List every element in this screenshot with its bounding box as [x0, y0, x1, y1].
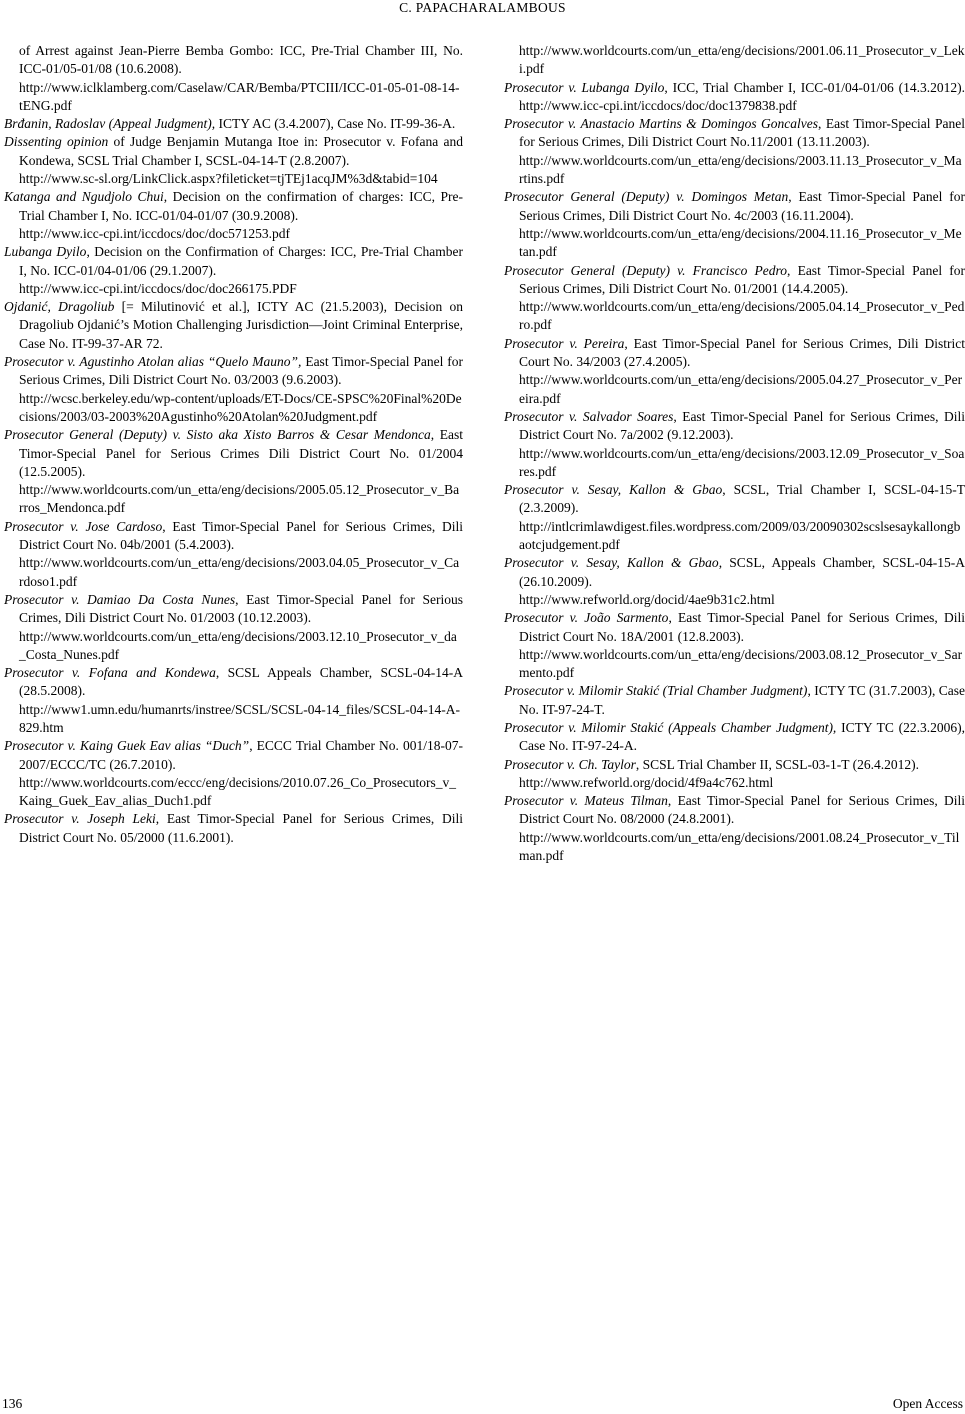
reference-entry: [4, 810, 463, 847]
reference-url[interactable]: http://www1.umn.edu/humanrts/instree/SCSL/SCSL-04-14_files/SCSL-04-14-A-829.htm: [19, 701, 460, 735]
reference-entry: [4, 188, 463, 243]
reference-details: , East Timor-Special Panel for Serious Crimes, Dili District Court No.11/2001 (13.11.2003).: [519, 116, 965, 150]
reference-entry: [504, 481, 965, 554]
reference-url[interactable]: http://www.icc-cpi.int/iccdocs/doc/doc571253.pdf: [19, 225, 290, 241]
reference-details: , SCSL Appeals Chamber, SCSL-04-14-A (28.5.2008).: [19, 665, 463, 699]
reference-details: of Judge Benjamin Mutanga Itoe in: Prosecutor v. Fofana and Kondewa, SCSL Trial Chamber I, SCSL-04-14-T (2.8.2007).: [19, 134, 463, 168]
reference-details: , East Timor-Special Panel for Serious Crimes, Dili District Court No. 05/2000 (11.6.2001).: [19, 811, 463, 845]
reference-entry: [504, 115, 965, 188]
reference-url[interactable]: http://www.worldcourts.com/un_etta/eng/decisions/2003.12.09_Prosecutor_v_Soares.pdf: [519, 445, 965, 479]
reference-url[interactable]: http://www.sc-sl.org/LinkClick.aspx?fileticket=tjTEj1acqJM%3d&tabid=104: [19, 171, 438, 187]
case-name: Prosecutor General (Deputy) v. Francisco Pedro: [504, 262, 788, 278]
reference-entry: [504, 792, 965, 865]
running-head: C. PAPACHARALAMBOUS: [399, 0, 566, 15]
reference-url[interactable]: http://www.worldcourts.com/un_etta/eng/decisions/2005.05.12_Prosecutor_v_Barros_Mendonca.pdf: [19, 482, 460, 516]
reference-url[interactable]: http://www.worldcourts.com/un_etta/eng/decisions/2003.12.10_Prosecutor_v_da_Costa_Nunes.pdf: [19, 628, 457, 662]
journal-label: Open Access: [892, 1396, 963, 1411]
reference-entry: [4, 664, 463, 737]
reference-details: , East Timor-Special Panel for Serious Crimes, Dili District Court No. 04b/2001 (5.4.2003).: [19, 518, 463, 553]
reference-details: ICTY AC (3.4.2007), Case No. IT-99-36-A.: [215, 116, 456, 132]
reference-entry: [4, 518, 463, 591]
reference-details: of Arrest against Jean-Pierre Bemba Gombo: ICC, Pre-Trial Chamber III, No. ICC-01/05-01/08 (10.6.2008).: [19, 43, 463, 77]
case-name: Prosecutor v. Pereira: [504, 335, 625, 351]
reference-entry: [4, 737, 463, 810]
case-name: Prosecutor v. Jose Cardoso: [4, 518, 163, 534]
reference-entry: [504, 719, 965, 756]
reference-details: , East Timor-Special Panel for Serious Crimes, Dili District Court No. 7a/2002 (9.12.2003).: [519, 408, 965, 443]
reference-details: , East Timor-Special Panel for Serious Crimes Dili District Court No. 01/2004 (12.5.2005).: [19, 427, 463, 479]
case-name: Prosecutor v. Fofana and Kondewa: [4, 665, 216, 681]
case-name: Prosecutor v. Sesay, Kallon & Gbao: [504, 482, 723, 498]
reference-entry: [4, 243, 463, 298]
reference-entry: [4, 133, 463, 188]
reference-details: , SCSL, Appeals Chamber, SCSL-04-15-A (26.10.2009).: [519, 555, 965, 589]
reference-details: , SCSL Trial Chamber II, SCSL-03-1-T (26.4.2012).: [635, 756, 920, 772]
reference-url[interactable]: http://www.worldcourts.com/un_etta/eng/decisions/2003.08.12_Prosecutor_v_Sarmento.pdf: [519, 646, 963, 681]
case-name: Katanga and Ngudjolo Chui: [4, 189, 164, 205]
case-name: Prosecutor v. Salvador Soares: [504, 408, 674, 424]
case-name: Prosecutor v. Joseph Leki: [4, 811, 156, 827]
case-name: Prosecutor General (Deputy) v. Sisto aka Xisto Barros & Cesar Mendonca: [4, 427, 431, 443]
case-name: Prosecutor v. Lubanga Dyilo: [504, 79, 665, 95]
reference-details: , ICTY TC (31.7.2003), Case No. IT-97-24-T.: [519, 683, 965, 717]
reference-url[interactable]: http://www.worldcourts.com/un_etta/eng/decisions/2001.08.24_Prosecutor_v_Tilman.pdf: [519, 829, 960, 864]
reference-entry: [4, 298, 463, 353]
case-name: Prosecutor v. Agustinho Atolan alias “Quelo Mauno”,: [4, 354, 302, 370]
reference-entry: [4, 426, 463, 517]
case-name: Dissenting opinion: [4, 134, 109, 150]
reference-details: , East Timor-Special Panel for Serious Crimes, Dili District Court No. 34/2003 (27.4.2005).: [519, 335, 965, 370]
page-number: 136: [2, 1396, 23, 1411]
case-name: Ojdanić, Dragoliub: [4, 299, 115, 315]
reference-details: , East Timor-Special Panel for Serious Crimes, Dili District Court No. 08/2000 (24.8.2001).: [519, 793, 965, 827]
reference-entry: [4, 353, 463, 426]
references-left-column: [4, 42, 463, 847]
case-name: Prosecutor v. Ch. Taylor: [504, 756, 636, 772]
case-name: Prosecutor v. Mateus Tilman: [504, 793, 668, 809]
reference-url[interactable]: http://www.icc-cpi.int/iccdocs/doc/doc266175.PDF: [19, 280, 297, 296]
reference-entry: [504, 79, 965, 116]
reference-url[interactable]: http://wcsc.berkeley.edu/wp-content/uploads/ET-Docs/CE-SPSC%20Final%20Decisions/2003/03-2003%20Agustinho%20Atolan%20Judgment.pdf: [19, 390, 462, 424]
reference-entry: [4, 42, 463, 115]
reference-details: [= Milutinović et al.], ICTY AC (21.5.2003), Decision on Dragoliub Ojdanić’s Motion Challenging Jurisdiction—Joint Criminal Enterprise, Case No. IT-99-37-AR 72.: [19, 299, 464, 351]
case-name: Prosecutor v. Milomir Stakić (Appeals Chamber Judgment),: [504, 719, 837, 735]
reference-url[interactable]: http://www.worldcourts.com/eccc/eng/decisions/2010.07.26_Co_Prosecutors_v_Kaing_Guek_Eav_alias_Duch1.pdf: [19, 774, 457, 809]
reference-details: , ICC, Trial Chamber I, ICC-01/04-01/06 (14.3.2012). http://www.icc-cpi.int/iccdocs/doc/doc1379838.pdf: [519, 79, 965, 113]
reference-details: , Decision on the confirmation of charges: ICC, Pre-Trial Chamber I, No. ICC-01/04-01/07 (30.9.2008).: [19, 189, 463, 223]
reference-details: , East Timor-Special Panel for Serious Crimes, Dili District Court No. 01/2001 (14.4.2005).: [519, 262, 965, 296]
reference-details: , SCSL, Trial Chamber I, SCSL-04-15-T (2.3.2009).: [519, 482, 965, 516]
reference-details: ICTY TC (22.3.2006), Case No. IT-97-24-A.: [519, 719, 965, 754]
reference-entry: [4, 591, 463, 664]
reference-url[interactable]: http://www.worldcourts.com/un_etta/eng/decisions/2005.04.14_Prosecutor_v_Pedro.pdf: [519, 299, 965, 333]
case-name: Prosecutor v. Milomir Stakić (Trial Chamber Judgment): [504, 683, 808, 699]
reference-url[interactable]: http://www.refworld.org/docid/4ae9b31c2.html: [519, 591, 775, 607]
reference-url[interactable]: http://www.worldcourts.com/un_etta/eng/decisions/2003.11.13_Prosecutor_v_Martins.pdf: [519, 152, 962, 187]
case-name: Prosecutor v. Damiao Da Costa Nunes: [4, 591, 236, 607]
reference-entry: [504, 554, 965, 609]
reference-entry: [504, 262, 965, 335]
reference-url[interactable]: http://www.worldcourts.com/un_etta/eng/decisions/2004.11.16_Prosecutor_v_Metan.pdf: [519, 225, 962, 260]
reference-entry: [504, 42, 965, 79]
reference-entry: [4, 115, 463, 133]
reference-entry: [504, 188, 965, 261]
reference-entry: [504, 609, 965, 682]
reference-url[interactable]: http://www.iclklamberg.com/Caselaw/CAR/Bemba/PTCIII/ICC-01-05-01-08-14-tENG.pdf: [19, 79, 460, 113]
reference-details: , East Timor-Special Panel for Serious Crimes, Dili District Court No. 4c/2003 (16.11.2004).: [519, 189, 965, 223]
reference-details: East Timor-Special Panel for Serious Crimes, Dili District Court No. 03/2003 (9.6.2003).: [19, 354, 463, 388]
reference-details: , ECCC Trial Chamber No. 001/18-07-2007/ECCC/TC (26.7.2010).: [19, 738, 463, 772]
case-name: Prosecutor v. Sesay, Kallon & Gbao: [504, 555, 719, 571]
case-name: Prosecutor v. Anastacio Martins & Domingos Goncalves: [504, 116, 819, 132]
reference-url[interactable]: http://intlcrimlawdigest.files.wordpress.com/2009/03/20090302scslsesaykallongbaotcjudgement.pdf: [519, 518, 961, 553]
reference-entry: [504, 408, 965, 481]
references-right-column: [504, 42, 965, 865]
reference-url[interactable]: http://www.worldcourts.com/un_etta/eng/decisions/2003.04.05_Prosecutor_v_Cardoso1.pdf: [19, 555, 460, 589]
case-name: Lubanga Dyilo: [4, 244, 87, 260]
reference-entry: [504, 682, 965, 719]
case-name: Prosecutor v. Kaing Guek Eav alias “Duch”: [4, 738, 250, 754]
case-name: Prosecutor General (Deputy) v. Domingos Metan: [504, 189, 789, 205]
reference-url[interactable]: http://www.worldcourts.com/un_etta/eng/decisions/2005.04.27_Prosecutor_v_Pereira.pdf: [519, 372, 963, 406]
reference-entry: [504, 756, 965, 793]
case-name: Prosecutor v. João Sarmento: [504, 610, 669, 626]
reference-details: , East Timor-Special Panel for Serious Crimes, Dili District Court No. 18A/2001 (12.8.2003).: [519, 610, 965, 644]
reference-entry: [504, 335, 965, 408]
case-name: Brđanin, Radoslav (Appeal Judgment),: [4, 116, 216, 132]
reference-url[interactable]: http://www.worldcourts.com/un_etta/eng/decisions/2001.06.11_Prosecutor_v_Leki.pdf: [519, 43, 965, 77]
reference-details: , East Timor-Special Panel for Serious Crimes, Dili District Court No. 01/2003 (10.12.2003).: [19, 591, 463, 626]
reference-url[interactable]: http://www.refworld.org/docid/4f9a4c762.html: [519, 774, 774, 790]
reference-details: , Decision on the Confirmation of Charges: ICC, Pre-Trial Chamber I, No. ICC-01/04-01/06 (29.1.2007).: [19, 244, 463, 278]
